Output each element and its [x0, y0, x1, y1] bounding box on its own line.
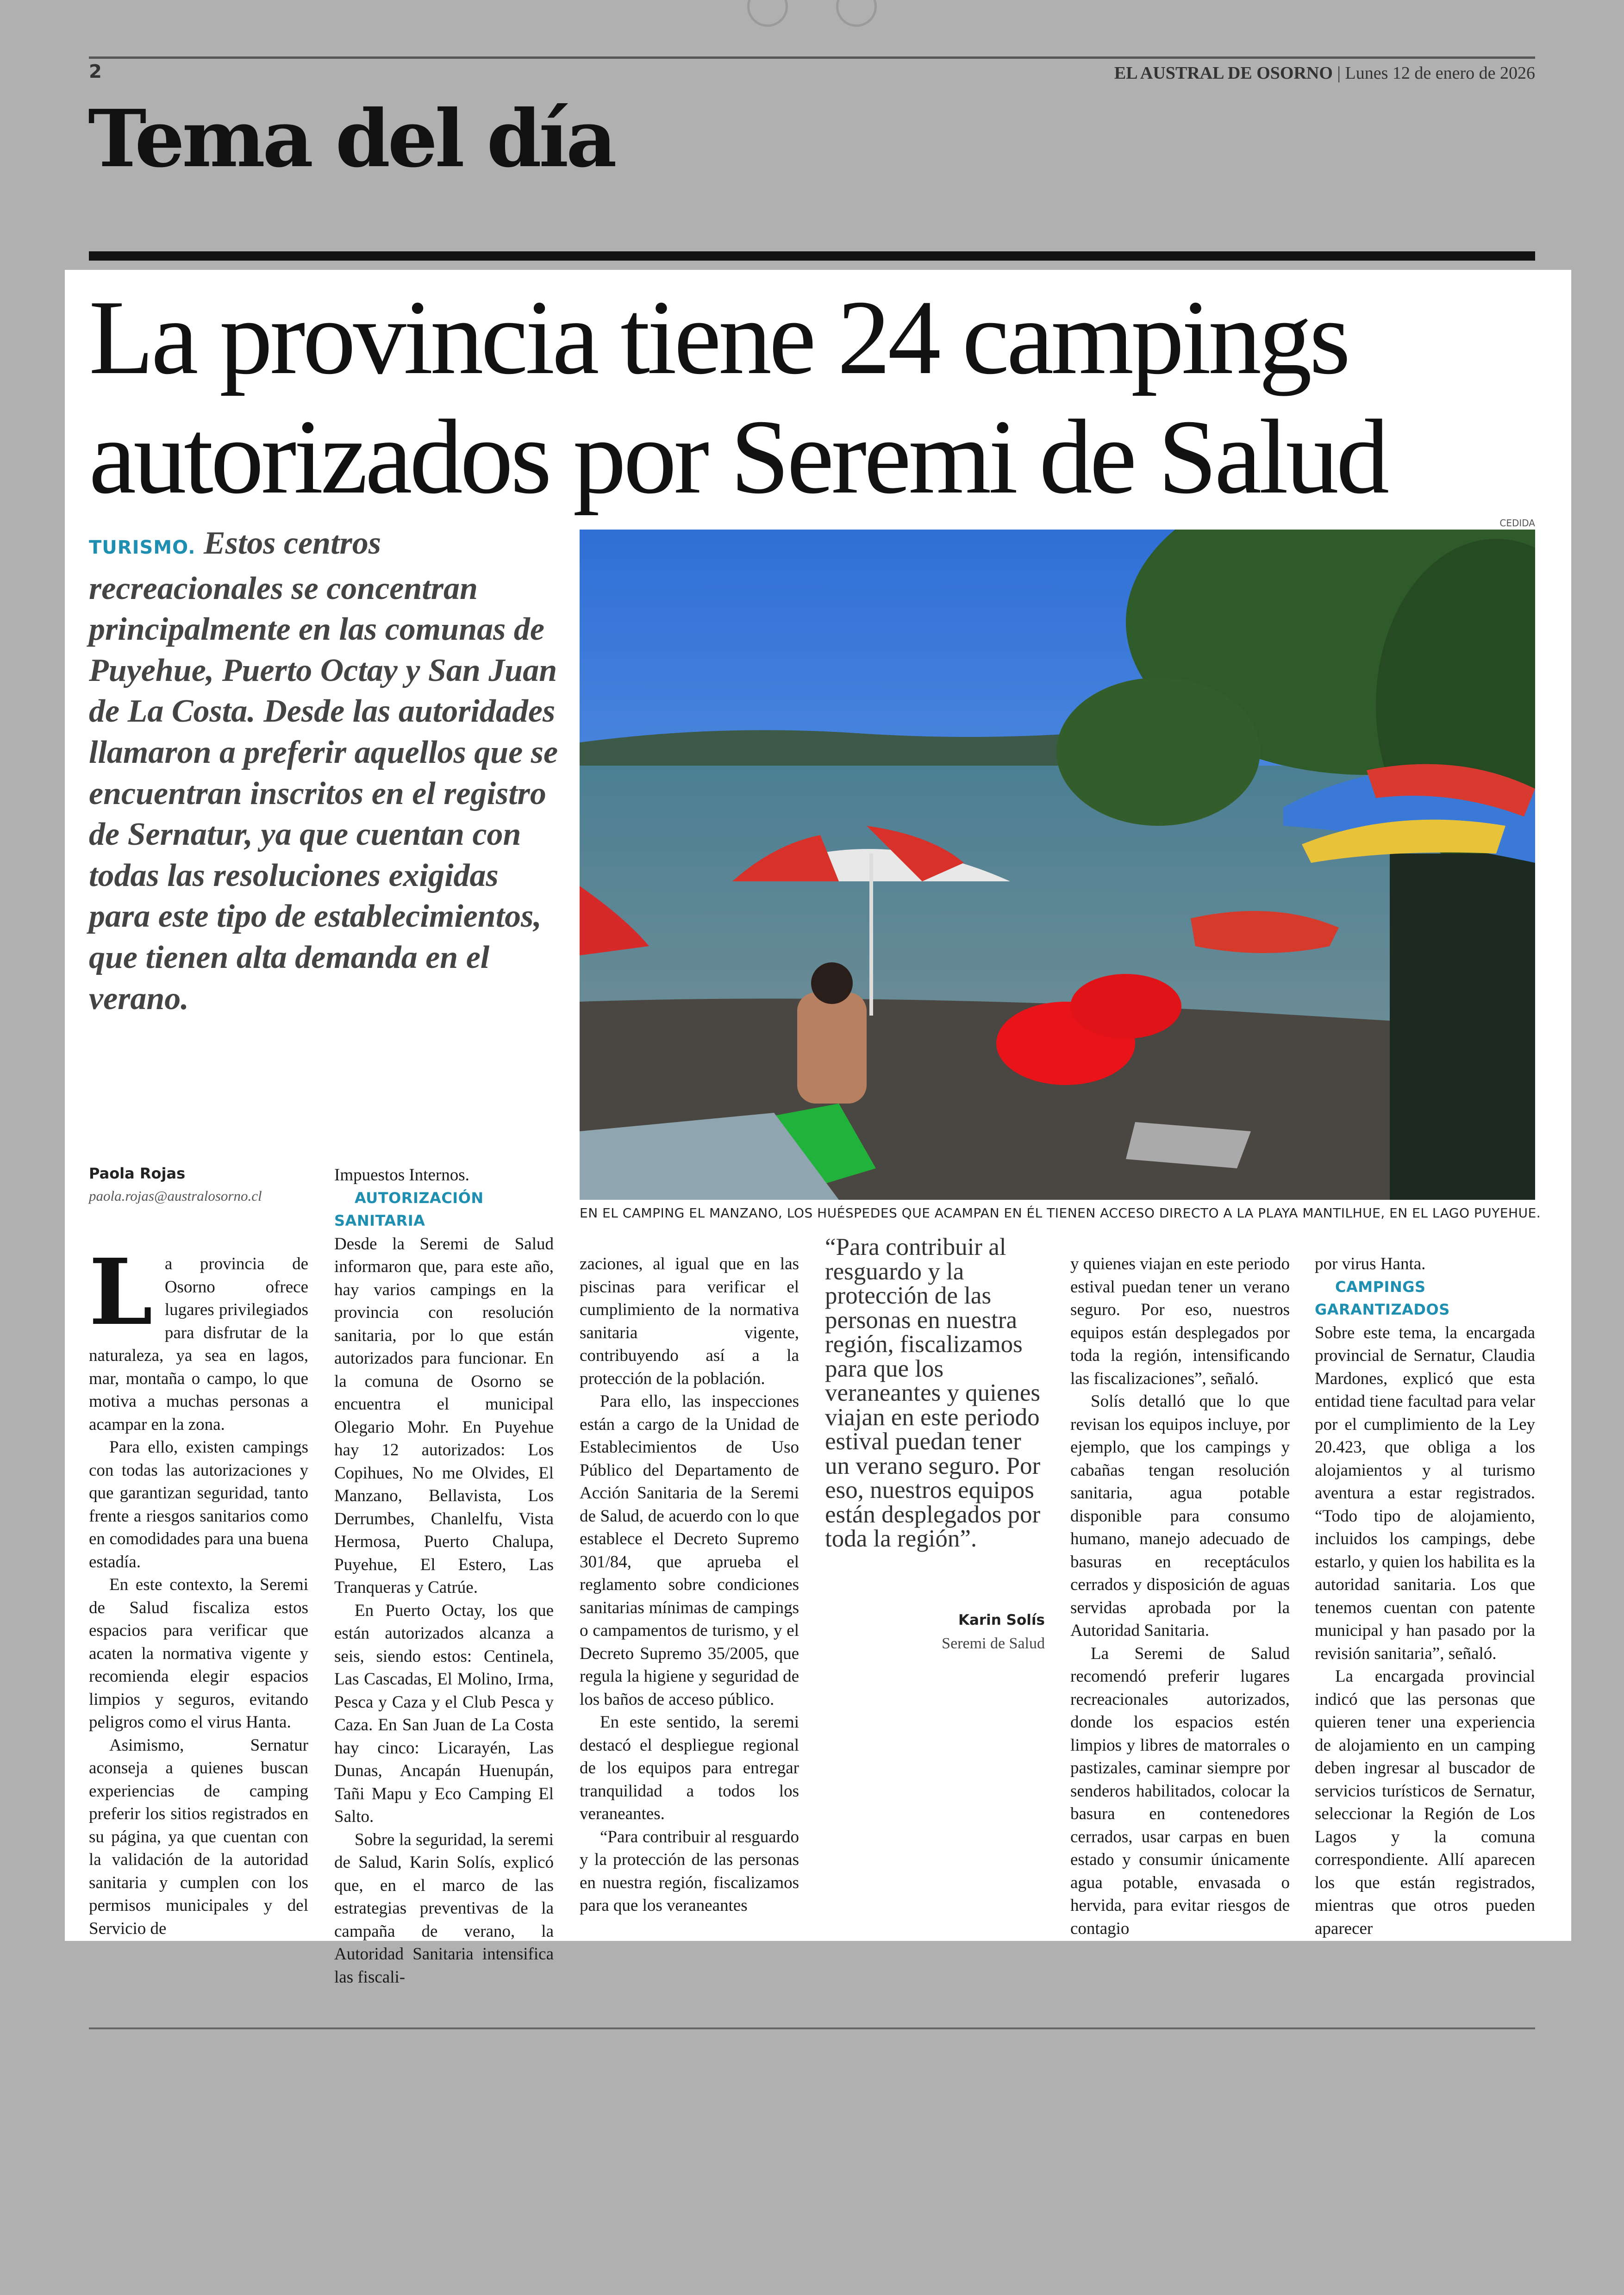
masthead-date: | Lunes 12 de enero de 2026 — [1332, 63, 1535, 83]
photo-caption: EN EL CAMPING EL MANZANO, LOS HUÉSPEDES QUE ACAMPAN EN ÉL TIENEN ACCESO DIRECTO A LA PLAYA MANTILHUE, EN EL LAGO PUYEHUE. — [580, 1205, 1541, 1221]
paragraph: En Puerto Octay, los que están autorizados alcanza a seis, siendo estos: Centinela, Las Cascadas, El Molino, Irma, Pesca y Caza y el Club Pesca y Caza. En San Juan de La Costa hay cinco: Licarayén, Las Dunas, Ancapán Huenupán, Tañi Mapu y Eco Camping El Salto. — [334, 1601, 554, 1826]
paragraph: y quienes viajan en este periodo estival puedan tener un verano seguro. Por eso, nuestros equipos están desplegados por toda la región, intensificando las fiscalizaciones”, señaló. — [1070, 1254, 1290, 1388]
quote-role: Seremi de Salud — [942, 1635, 1045, 1652]
lead-text: Estos centros recreacionales se concentran principalmente en las comunas de Puyehue, Puerto Octay y San Juan de La Costa. Desde las autoridades llamaron a preferir aquellos que se encuentran inscritos en el registro de Sernatur, ya que cuentan con todas las resoluciones exigidas para este tipo de establecimientos, que tienen alta demanda en el verano. — [89, 525, 558, 1017]
paragraph: Impuestos Internos. — [334, 1166, 469, 1185]
next-page-button[interactable] — [836, 0, 877, 27]
body-column-1 — [89, 1239, 308, 1940]
paragraph: Sobre la seguridad, la seremi de Salud, Karin Solís, explicó que, en el marco de las estrategias preventivas de la campaña de verano, la Autoridad Sanitaria intensifica las fiscali- — [334, 1830, 554, 1987]
section-title: Tema del día — [88, 93, 614, 185]
subhead-campings: CAMPINGS GARANTIZADOS — [1315, 1278, 1450, 1318]
headline-line-1: La provincia tiene 24 campings — [89, 278, 1348, 396]
body-column-2 — [334, 1164, 554, 1989]
article-photo — [580, 530, 1535, 1200]
masthead — [1114, 63, 1535, 83]
author-name: Paola Rojas — [89, 1165, 186, 1182]
body-column-3 — [580, 1253, 799, 1917]
paragraph: por virus Hanta. — [1315, 1254, 1426, 1273]
photo-scene — [580, 530, 1535, 1200]
paragraph: Desde la Seremi de Salud informaron que, para este año, hay varios campings en la provincia con resolución sanitaria, por lo que están autorizados para funcionar. En la comuna de Osorno se encuentra el municipal Olegario Mohr. En Puyehue hay 12 autorizados: Los Copihues, No me Olvides, El Manzano, Bellavista, Los Derrumbes, Chanlelfu, Vista Hermosa, Puerto Chalupa, Puyehue, El Estero, Las Tranqueras y Catrúe. — [334, 1234, 554, 1597]
drop-cap: L — [89, 1239, 153, 1346]
section-rule — [89, 251, 1535, 261]
prev-page-button[interactable] — [747, 0, 788, 27]
paragraph: Para ello, existen campings con todas las autorizaciones y que garantizan seguridad, tanto frente a riesgos sanitarios como en comodidades para una buena estadía. — [89, 1438, 308, 1572]
body-column-6 — [1315, 1253, 1535, 1940]
subhead-autorizacion: AUTORIZACIÓN SANITARIA — [334, 1189, 484, 1229]
paragraph: Solís detalló que lo que revisan los equipos incluye, por ejemplo, que los campings y cabañas tengan resolución sanitaria, agua potable disponible para consumo humano, manejo adecuado de basuras en receptáculos cerrados y disposición de aguas servidas aprobada por la Autoridad Sanitaria. — [1070, 1392, 1290, 1640]
headline — [89, 278, 1535, 517]
header-rule — [89, 56, 1535, 59]
lead-paragraph — [89, 523, 561, 1019]
paragraph: En este contexto, la Seremi de Salud fiscaliza estos espacios para verificar que acaten la normativa vigente y recomienda elegir espacios limpios y seguros, evitando peligros como el virus Hanta. — [89, 1575, 308, 1732]
paragraph: Asimismo, Sernatur aconseja a quienes buscan experiencias de camping preferir los sitios registrados en su página, ya que cuentan con la validación de la autoridad sanitaria y cumplen con los permisos municipales y del Servicio de — [89, 1735, 308, 1938]
paragraph: En este sentido, la seremi destacó el despliegue regional de los equipos para entregar tranquilidad a todos los veraneantes. — [580, 1713, 799, 1823]
photo-credit: CEDIDA — [1499, 518, 1535, 529]
body-column-5 — [1070, 1253, 1290, 1940]
paragraph: Sobre este tema, la encargada provincial de Sernatur, Claudia Mardones, explicó que esta entidad tiene facultad para velar por el cumplimiento de la Ley 20.423, que obliga a los alojamientos y al turismo aventura a estar registrados. “Todo tipo de alojamiento, incluidos los campings, debe estarlo, y quien los habilita es la autoridad sanitaria. Los que tenemos cuentan con patente municipal y han pasado por la revisión sanitaria”, señaló. — [1315, 1323, 1535, 1663]
paragraph: a provincia de Osorno ofrece lugares privilegiados para disfrutar de la naturaleza, ya sea en lagos, mar, montaña o campo, lo que motiva a muchas personas a acampar en la zona. — [89, 1254, 308, 1434]
masthead-name: EL AUSTRAL DE OSORNO — [1114, 63, 1333, 83]
paragraph: La Seremi de Salud recomendó preferir lugares recreacionales autorizados, donde los espacios estén limpios y libres de matorrales o pastizales, caminar siempre por senderos habilitados, colocar la basura en contenedores cerrados, usar carpas en buen estado y consumir únicamente agua potable, envasada o hervida, para evitar riesgos de contagio — [1070, 1644, 1290, 1938]
paragraph: La encargada provincial indicó que las personas que quieren tener una experiencia de alojamiento en un camping deben ingresar al buscador de servicios turísticos de Sernatur, seleccionar la Región de Los Lagos y la comuna correspondiente. Allí aparecen los que están registrados, mientras que otros pueden aparecer — [1315, 1667, 1535, 1938]
footer-rule — [89, 2027, 1535, 2029]
paragraph: zaciones, al igual que en las piscinas para verificar el cumplimiento de la normativa sanitaria vigente, contribuyendo así a la protección de la población. — [580, 1254, 799, 1388]
lead-kicker: TURISMO. — [89, 537, 196, 558]
quote-author: Karin Solís — [958, 1612, 1045, 1628]
paragraph: “Para contribuir al resguardo y la protección de las personas en nuestra región, fiscalizamos para que los veraneantes — [580, 1827, 799, 1915]
author-email[interactable]: paola.rojas@australosorno.cl — [89, 1188, 262, 1204]
page-number: 2 — [89, 61, 102, 82]
headline-line-2: autorizados por Seremi de Salud — [89, 398, 1387, 516]
paragraph: Para ello, las inspecciones están a cargo de la Unidad de Establecimientos de Uso Público del Departamento de Acción Sanitaria de la Seremi de Salud, de acuerdo con lo que establece el Decreto Supremo 301/84, que aprueba el reglamento sobre condiciones sanitarias mínimas de campings o campamentos de turismo, y el Decreto Supremo 35/2005, que regula la higiene y seguridad de los baños de acceso público. — [580, 1392, 799, 1709]
pull-quote: “Para contribuir al resguardo y la protección de las personas en nuestra región, fiscalizamos para que los veraneantes y quienes viajan en este periodo estival puedan tener un verano seguro. Por eso, nuestros equipos están desplegados por toda la región”. — [825, 1234, 1041, 1552]
